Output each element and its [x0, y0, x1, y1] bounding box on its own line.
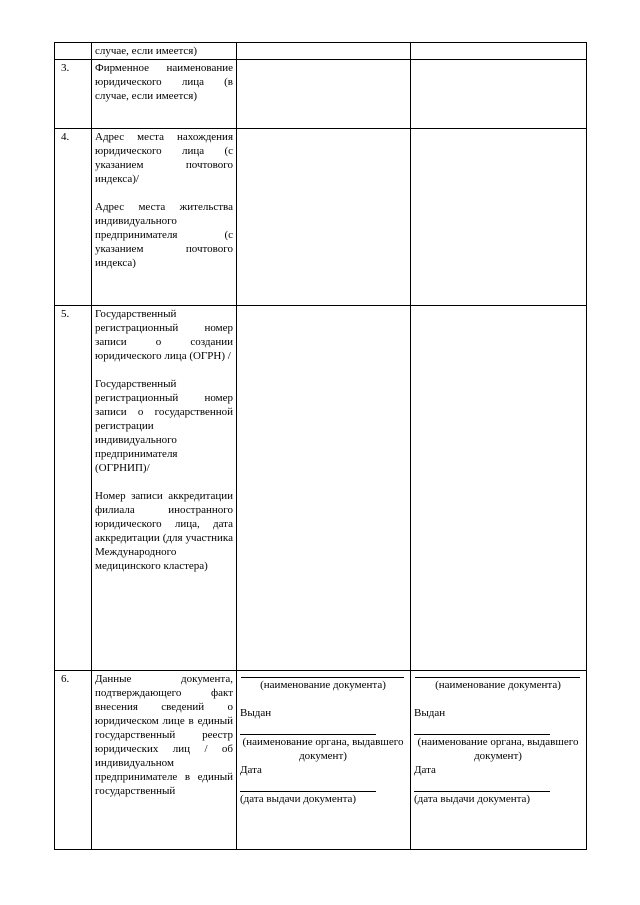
row-label-cell — [92, 60, 237, 129]
row-number-cell — [55, 43, 92, 60]
value-cell-b — [411, 43, 587, 60]
table-row-5 — [55, 306, 587, 671]
value-cell-b — [411, 129, 587, 306]
table-row-continued — [55, 43, 587, 60]
value-cell-a — [237, 129, 411, 306]
row-label-text: Фирменное наименование юридического лица (в случае, если имеется) — [95, 62, 233, 102]
row-label-text-ogrnip: Государственный регистрационный номер записи о государственной регистрации индивидуального предпринимателя (ОГРНИП)/ — [95, 378, 233, 474]
row-label-cell — [92, 306, 237, 671]
row-number-cell: 5. — [55, 306, 92, 671]
value-cell-a — [237, 60, 411, 129]
row-label-text-ogrn: Государственный регистрационный номер записи о создании юридического лица (ОГРН) / — [95, 308, 233, 362]
date-hint: (дата выдачи документа) — [414, 793, 531, 805]
value-cell-b — [411, 306, 587, 671]
row-label-cell — [92, 129, 237, 306]
table-row-3 — [55, 60, 587, 129]
row-label-cell — [92, 671, 237, 850]
document-name-hint: (наименование документа) — [435, 679, 561, 691]
issuer-hint: (наименование органа, выдавшего документ) — [417, 736, 579, 762]
value-cell-a — [237, 306, 411, 671]
row-label-text-residence-address: Адрес места жительства индивидуального предпринимателя (с указанием почтового индекса) — [95, 201, 233, 269]
application-form-table — [54, 42, 587, 850]
table-row-4 — [55, 129, 587, 306]
date-label: Дата — [240, 764, 262, 776]
date-label: Дата — [414, 764, 436, 776]
row-number-cell: 6. — [55, 671, 92, 850]
row-label-cell — [92, 43, 237, 60]
row-label-text-legal-address: Адрес места нахождения юридического лица (с указанием почтового индекса)/ — [95, 131, 233, 185]
issued-label: Выдан — [414, 707, 446, 719]
row-number-cell: 4. — [55, 129, 92, 306]
row-label-text: Данные документа, подтверждающего факт внесения сведений о юридическом лице в единый государственный реестр юридических лиц / об индивидуальном предпринимателе в единый государственный — [95, 673, 233, 797]
document-details-cell-b — [411, 671, 587, 850]
issuer-hint: (наименование органа, выдавшего документ) — [242, 736, 404, 762]
value-cell-b — [411, 60, 587, 129]
value-cell-a — [237, 43, 411, 60]
row-label-text: случае, если имеется) — [95, 45, 197, 57]
date-hint: (дата выдачи документа) — [240, 793, 357, 805]
row-label-text-accreditation: Номер записи аккредитации филиала иностранного юридического лица, дата аккредитации (для участника Международного медицинского кластера) — [95, 490, 233, 572]
document-name-hint: (наименование документа) — [260, 679, 386, 691]
document-details-cell-a — [237, 671, 411, 850]
table-row-6 — [55, 671, 587, 850]
row-number-cell: 3. — [55, 60, 92, 129]
issued-label: Выдан — [240, 707, 272, 719]
